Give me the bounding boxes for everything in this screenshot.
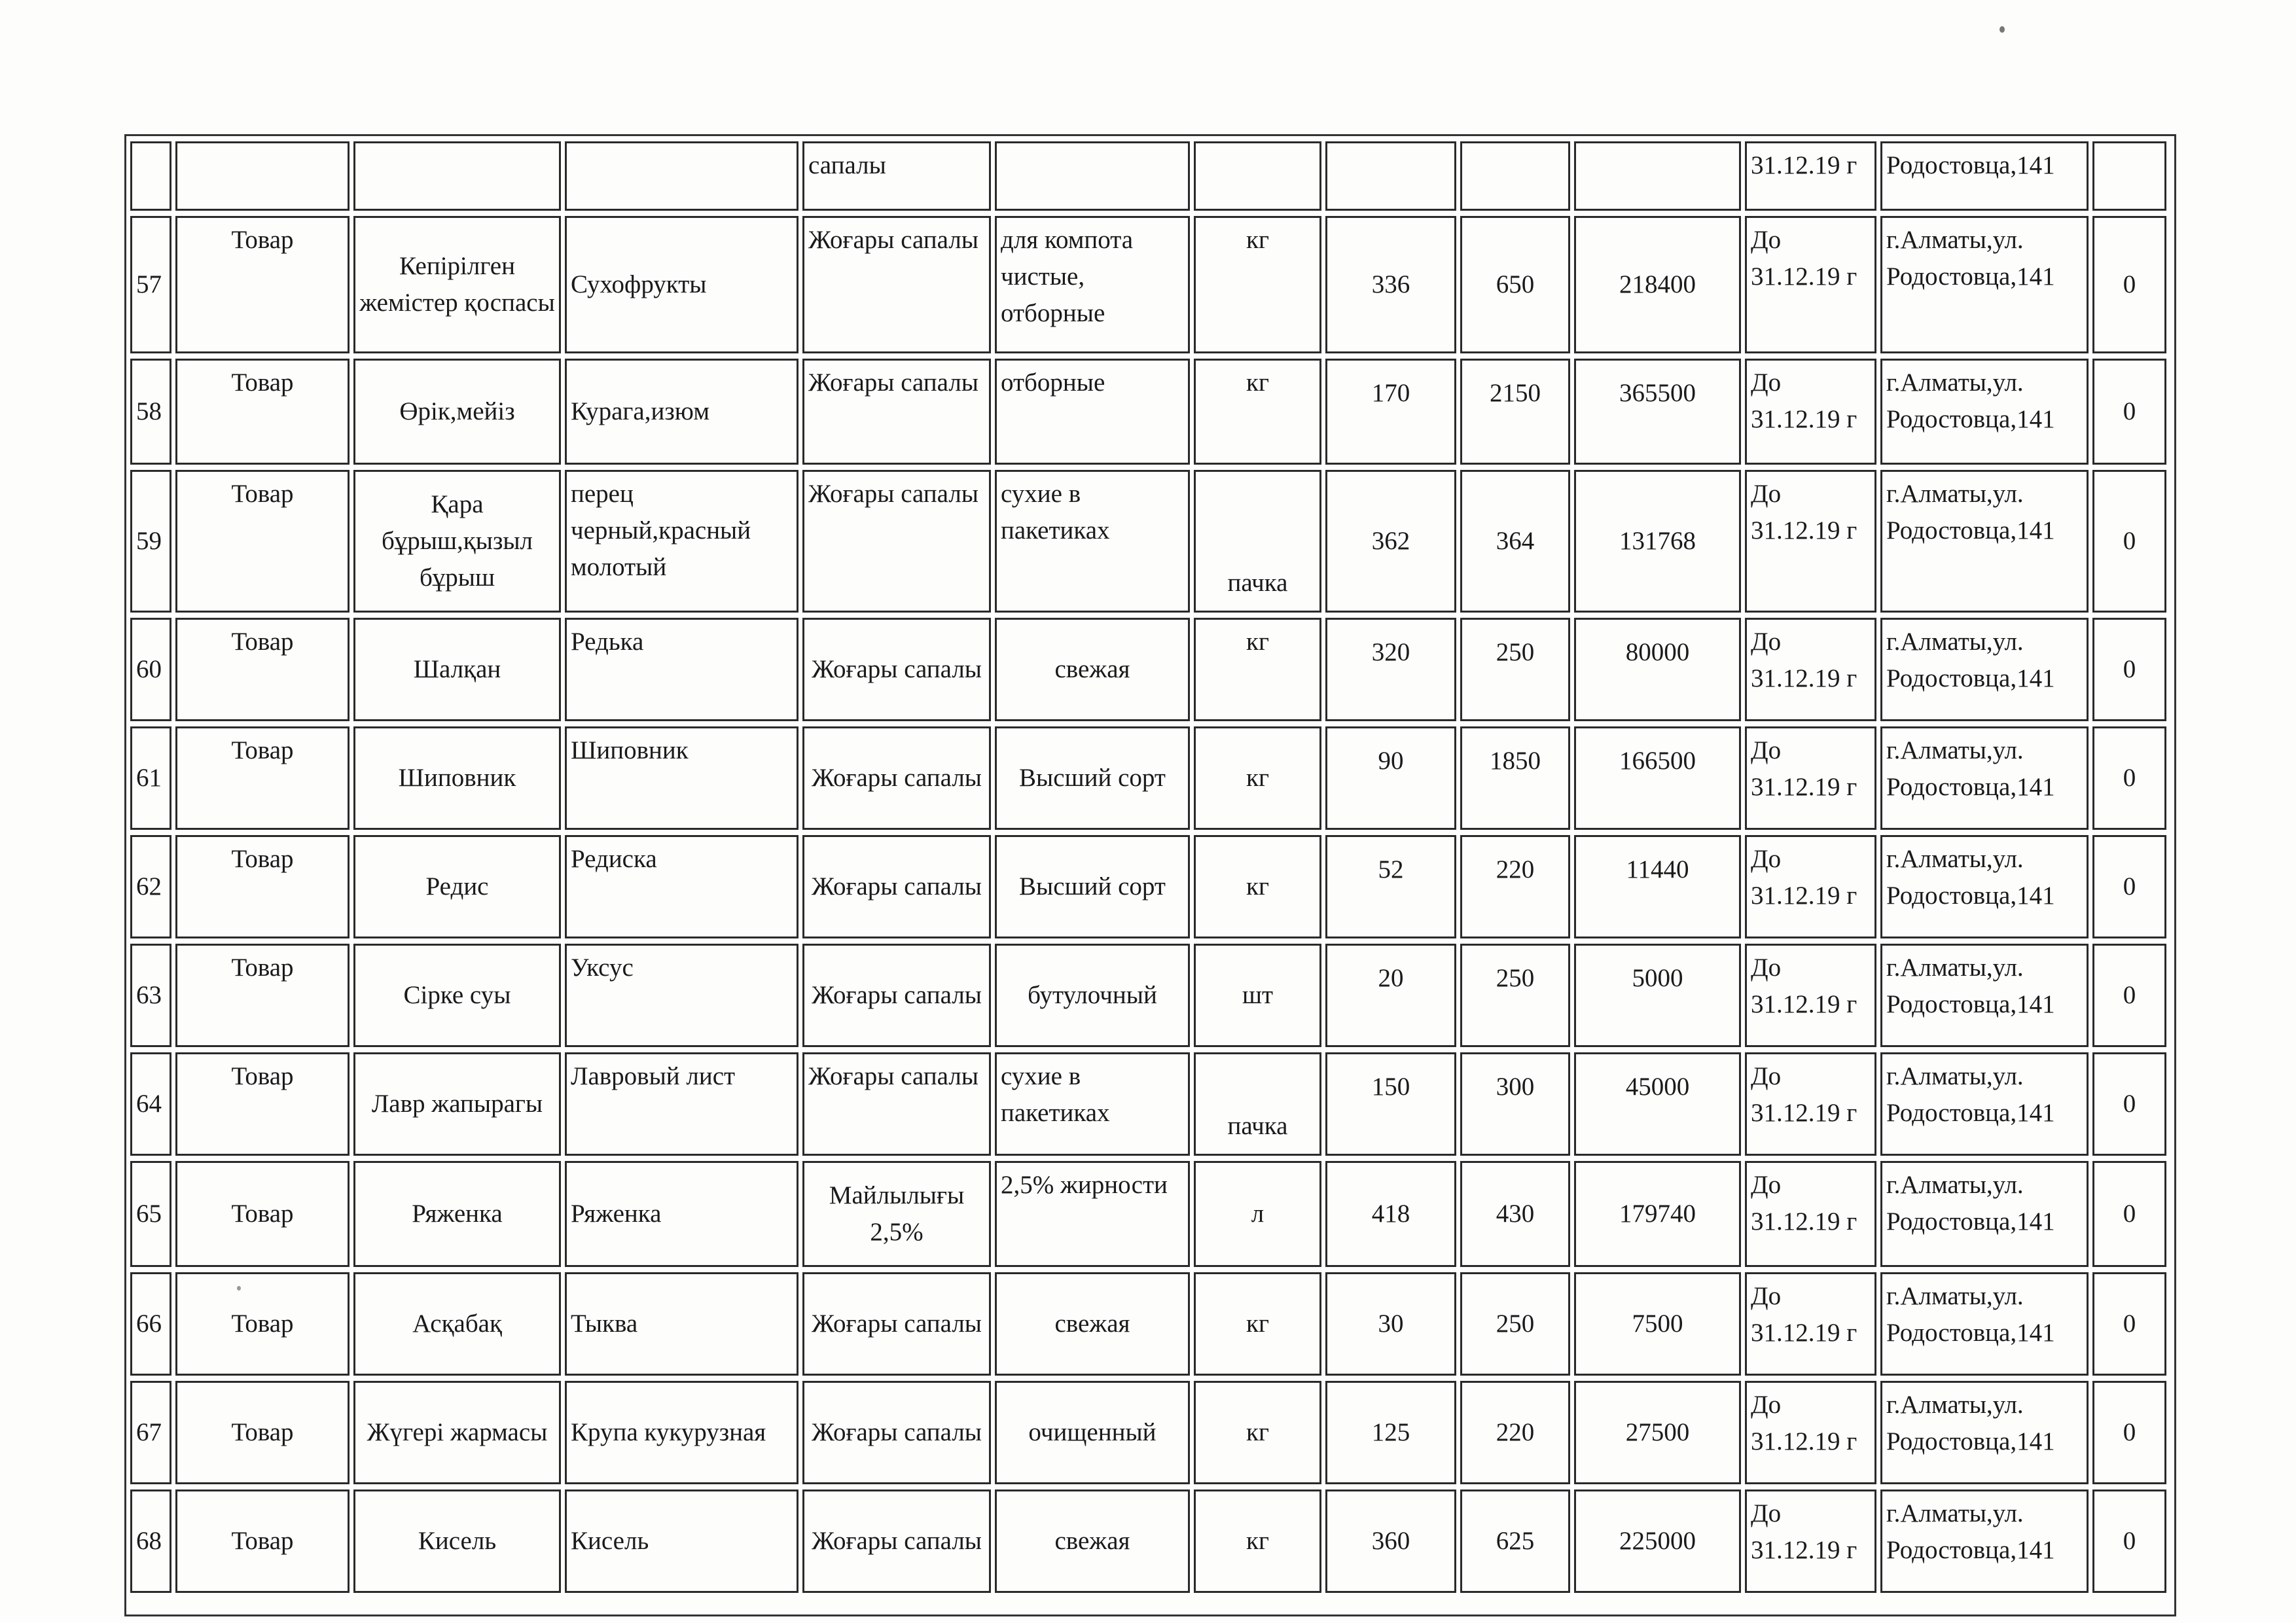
item-type: Товар xyxy=(175,618,350,721)
item-quantity: 150 xyxy=(1325,1052,1456,1156)
item-description: сухие в пакетиках xyxy=(995,470,1190,613)
delivery-term: До 31.12.19 г xyxy=(1745,1161,1876,1267)
item-sum xyxy=(1574,141,1741,211)
item-quality: Жоғары сапалы xyxy=(802,835,991,938)
item-quantity: 20 xyxy=(1325,944,1456,1047)
table-row xyxy=(130,1381,2166,1484)
item-price: 2150 xyxy=(1460,359,1570,465)
item-unit: кг xyxy=(1194,835,1321,938)
item-quality: сапалы xyxy=(802,141,991,211)
item-quantity: 125 xyxy=(1325,1381,1456,1484)
item-type xyxy=(175,141,350,211)
item-sum: 80000 xyxy=(1574,618,1741,721)
advance-payment: 0 xyxy=(2092,1272,2166,1376)
table-row xyxy=(130,1272,2166,1376)
item-name-ru: Редиска xyxy=(565,835,798,938)
item-name-kz: Кепірілген жемістер қоспасы xyxy=(353,216,561,353)
item-quality: Жоғары сапалы xyxy=(802,726,991,830)
item-quantity xyxy=(1325,141,1456,211)
row-number xyxy=(130,141,171,211)
table-row xyxy=(130,944,2166,1047)
item-unit: кг xyxy=(1194,216,1321,353)
item-unit: кг xyxy=(1194,618,1321,721)
advance-payment: 0 xyxy=(2092,470,2166,613)
item-name-kz: Лавр жапырагы xyxy=(353,1052,561,1156)
item-sum: 11440 xyxy=(1574,835,1741,938)
item-sum: 131768 xyxy=(1574,470,1741,613)
advance-payment: 0 xyxy=(2092,216,2166,353)
item-price: 300 xyxy=(1460,1052,1570,1156)
table-row xyxy=(130,1052,2166,1156)
item-price: 650 xyxy=(1460,216,1570,353)
item-unit: кг xyxy=(1194,1272,1321,1376)
delivery-place: г.Алматы,ул. Родостовца,141 xyxy=(1880,1272,2089,1376)
table-row xyxy=(130,359,2166,465)
advance-payment: 0 xyxy=(2092,1161,2166,1267)
item-name-kz: Жүгері жармасы xyxy=(353,1381,561,1484)
item-unit: шт xyxy=(1194,944,1321,1047)
item-quality: Жоғары сапалы xyxy=(802,944,991,1047)
item-type: Товар xyxy=(175,1381,350,1484)
delivery-term: До 31.12.19 г xyxy=(1745,1489,1876,1593)
item-name-ru: Курага,изюм xyxy=(565,359,798,465)
item-type: Товар xyxy=(175,1161,350,1267)
item-price xyxy=(1460,141,1570,211)
item-quality: Жоғары сапалы xyxy=(802,1381,991,1484)
delivery-term: До 31.12.19 г xyxy=(1745,618,1876,721)
advance-payment: 0 xyxy=(2092,944,2166,1047)
item-sum: 45000 xyxy=(1574,1052,1741,1156)
delivery-place: г.Алматы,ул. Родостовца,141 xyxy=(1880,359,2089,465)
procurement-table xyxy=(126,136,2170,1598)
row-number: 67 xyxy=(130,1381,171,1484)
item-sum: 27500 xyxy=(1574,1381,1741,1484)
delivery-place: г.Алматы,ул. Родостовца,141 xyxy=(1880,1052,2089,1156)
item-price: 250 xyxy=(1460,944,1570,1047)
row-number: 64 xyxy=(130,1052,171,1156)
delivery-place: г.Алматы,ул. Родостовца,141 xyxy=(1880,944,2089,1047)
item-description: Высший сорт xyxy=(995,726,1190,830)
item-name-ru: Тыква xyxy=(565,1272,798,1376)
delivery-place: г.Алматы,ул. Родостовца,141 xyxy=(1880,835,2089,938)
item-quality: Жоғары сапалы xyxy=(802,1052,991,1156)
delivery-term: До 31.12.19 г xyxy=(1745,216,1876,353)
item-name-kz: Ряженка xyxy=(353,1161,561,1267)
item-name-ru: Лавровый лист xyxy=(565,1052,798,1156)
item-name-ru: Уксус xyxy=(565,944,798,1047)
item-unit xyxy=(1194,141,1321,211)
advance-payment: 0 xyxy=(2092,359,2166,465)
table-row xyxy=(130,141,2166,211)
item-quantity: 336 xyxy=(1325,216,1456,353)
delivery-term: До 31.12.19 г xyxy=(1745,1381,1876,1484)
item-quantity: 360 xyxy=(1325,1489,1456,1593)
row-number: 65 xyxy=(130,1161,171,1267)
delivery-term: 31.12.19 г xyxy=(1745,141,1876,211)
item-sum: 5000 xyxy=(1574,944,1741,1047)
item-price: 250 xyxy=(1460,1272,1570,1376)
item-type: Товар xyxy=(175,726,350,830)
item-description: свежая xyxy=(995,618,1190,721)
delivery-place: г.Алматы,ул. Родостовца,141 xyxy=(1880,618,2089,721)
item-unit: кг xyxy=(1194,359,1321,465)
delivery-place: г.Алматы,ул. Родостовца,141 xyxy=(1880,726,2089,830)
item-name-kz: Асқабақ xyxy=(353,1272,561,1376)
advance-payment: 0 xyxy=(2092,835,2166,938)
row-number: 59 xyxy=(130,470,171,613)
delivery-place: г.Алматы,ул. Родостовца,141 xyxy=(1880,470,2089,613)
item-sum: 179740 xyxy=(1574,1161,1741,1267)
row-number: 66 xyxy=(130,1272,171,1376)
table-row xyxy=(130,1161,2166,1267)
item-price: 625 xyxy=(1460,1489,1570,1593)
item-quantity: 52 xyxy=(1325,835,1456,938)
delivery-term: До 31.12.19 г xyxy=(1745,1272,1876,1376)
item-description: для компота чистые, отборные xyxy=(995,216,1190,353)
delivery-term: До 31.12.19 г xyxy=(1745,726,1876,830)
item-price: 220 xyxy=(1460,835,1570,938)
item-name-ru: перец черный,красный молотый xyxy=(565,470,798,613)
table-row xyxy=(130,216,2166,353)
item-type: Товар xyxy=(175,1272,350,1376)
item-type: Товар xyxy=(175,359,350,465)
row-number: 62 xyxy=(130,835,171,938)
item-name-ru: Кисель xyxy=(565,1489,798,1593)
row-number: 60 xyxy=(130,618,171,721)
item-type: Товар xyxy=(175,944,350,1047)
row-number: 63 xyxy=(130,944,171,1047)
item-unit: кг xyxy=(1194,726,1321,830)
item-name-ru: Шиповник xyxy=(565,726,798,830)
item-price: 250 xyxy=(1460,618,1570,721)
table-row xyxy=(130,1489,2166,1593)
item-quality: Жоғары сапалы xyxy=(802,470,991,613)
item-name-kz: Өрік,мейіз xyxy=(353,359,561,465)
item-description: 2,5% жирности xyxy=(995,1161,1190,1267)
item-price: 220 xyxy=(1460,1381,1570,1484)
item-sum: 166500 xyxy=(1574,726,1741,830)
item-unit: кг xyxy=(1194,1381,1321,1484)
item-quantity: 30 xyxy=(1325,1272,1456,1376)
item-price: 430 xyxy=(1460,1161,1570,1267)
table-row xyxy=(130,470,2166,613)
item-description: свежая xyxy=(995,1272,1190,1376)
advance-payment: 0 xyxy=(2092,1381,2166,1484)
item-unit: кг xyxy=(1194,1489,1321,1593)
delivery-term: До 31.12.19 г xyxy=(1745,470,1876,613)
item-type: Товар xyxy=(175,1052,350,1156)
table-row xyxy=(130,726,2166,830)
item-name-kz: Шиповник xyxy=(353,726,561,830)
item-name-kz xyxy=(353,141,561,211)
item-name-kz: Редис xyxy=(353,835,561,938)
delivery-place: Родостовца,141 xyxy=(1880,141,2089,211)
item-quality: Жоғары сапалы xyxy=(802,1272,991,1376)
row-number: 61 xyxy=(130,726,171,830)
row-number: 58 xyxy=(130,359,171,465)
item-quality: Жоғары сапалы xyxy=(802,618,991,721)
item-name-kz: Шалқан xyxy=(353,618,561,721)
item-description: Высший сорт xyxy=(995,835,1190,938)
table-row xyxy=(130,835,2166,938)
delivery-place: г.Алматы,ул. Родостовца,141 xyxy=(1880,1489,2089,1593)
item-type: Товар xyxy=(175,1489,350,1593)
delivery-place: г.Алматы,ул. Родостовца,141 xyxy=(1880,216,2089,353)
item-type: Товар xyxy=(175,835,350,938)
item-type: Товар xyxy=(175,216,350,353)
item-description: сухие в пакетиках xyxy=(995,1052,1190,1156)
item-quality: Жоғары сапалы xyxy=(802,1489,991,1593)
item-quantity: 418 xyxy=(1325,1161,1456,1267)
row-number: 68 xyxy=(130,1489,171,1593)
item-sum: 218400 xyxy=(1574,216,1741,353)
item-sum: 365500 xyxy=(1574,359,1741,465)
item-quality: Майлылығы 2,5% xyxy=(802,1161,991,1267)
item-unit: пачка xyxy=(1194,1052,1321,1156)
item-name-ru: Крупа кукурузная xyxy=(565,1381,798,1484)
item-name-ru xyxy=(565,141,798,211)
delivery-place: г.Алматы,ул. Родостовца,141 xyxy=(1880,1161,2089,1267)
item-sum: 225000 xyxy=(1574,1489,1741,1593)
item-name-kz: Қара бұрыш,қызыл бұрыш xyxy=(353,470,561,613)
delivery-term: До 31.12.19 г xyxy=(1745,1052,1876,1156)
item-price: 364 xyxy=(1460,470,1570,613)
delivery-term: До 31.12.19 г xyxy=(1745,835,1876,938)
item-name-ru: Ряженка xyxy=(565,1161,798,1267)
item-quantity: 170 xyxy=(1325,359,1456,465)
delivery-term: До 31.12.19 г xyxy=(1745,359,1876,465)
item-name-kz: Сірке суы xyxy=(353,944,561,1047)
advance-payment xyxy=(2092,141,2166,211)
advance-payment: 0 xyxy=(2092,1489,2166,1593)
item-sum: 7500 xyxy=(1574,1272,1741,1376)
item-description: отборные xyxy=(995,359,1190,465)
item-description xyxy=(995,141,1190,211)
advance-payment: 0 xyxy=(2092,1052,2166,1156)
advance-payment: 0 xyxy=(2092,618,2166,721)
item-description: бутулочный xyxy=(995,944,1190,1047)
table-row xyxy=(130,618,2166,721)
item-description: очищенный xyxy=(995,1381,1190,1484)
item-quality: Жоғары сапалы xyxy=(802,359,991,465)
item-name-ru: Сухофрукты xyxy=(565,216,798,353)
item-description: свежая xyxy=(995,1489,1190,1593)
item-quantity: 320 xyxy=(1325,618,1456,721)
item-name-ru: Редька xyxy=(565,618,798,721)
item-price: 1850 xyxy=(1460,726,1570,830)
item-unit: л xyxy=(1194,1161,1321,1267)
item-name-kz: Кисель xyxy=(353,1489,561,1593)
delivery-place: г.Алматы,ул. Родостовца,141 xyxy=(1880,1381,2089,1484)
row-number: 57 xyxy=(130,216,171,353)
delivery-term: До 31.12.19 г xyxy=(1745,944,1876,1047)
item-unit: пачка xyxy=(1194,470,1321,613)
item-quantity: 362 xyxy=(1325,470,1456,613)
item-quality: Жоғары сапалы xyxy=(802,216,991,353)
advance-payment: 0 xyxy=(2092,726,2166,830)
item-type: Товар xyxy=(175,470,350,613)
item-quantity: 90 xyxy=(1325,726,1456,830)
scan-speck xyxy=(2000,26,2005,33)
